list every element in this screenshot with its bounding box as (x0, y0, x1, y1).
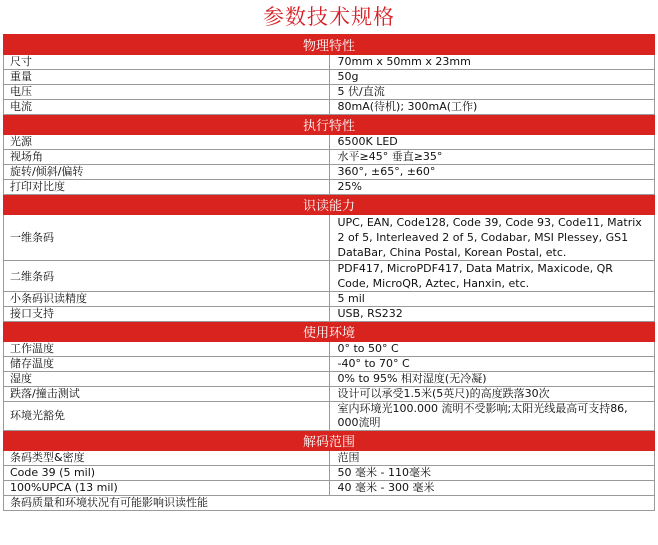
table-row (4, 55, 655, 70)
spec-value: 25% (329, 180, 655, 195)
spec-key: Code 39 (5 mil) (4, 466, 330, 481)
spec-key: 条码类型&密度 (4, 451, 330, 466)
section-header-reading: 识读能力 (4, 195, 655, 215)
spec-key: 跌落/撞击测试 (4, 387, 330, 402)
spec-value: 5 伏/直流 (329, 85, 655, 100)
spec-value: 80mA(待机); 300mA(工作) (329, 100, 655, 115)
spec-key: 湿度 (4, 372, 330, 387)
table-row (4, 292, 655, 307)
spec-key: 视场角 (4, 150, 330, 165)
spec-value: 40 毫米 - 300 毫米 (329, 481, 655, 496)
table-row (4, 307, 655, 322)
table-row (4, 165, 655, 180)
spec-value: 50g (329, 70, 655, 85)
spec-key: 重量 (4, 70, 330, 85)
spec-value: 6500K LED (329, 135, 655, 150)
spec-value: 0° to 50° C (329, 342, 655, 357)
spec-value: 50 毫米 - 110毫米 (329, 466, 655, 481)
section-header-performance: 执行特性 (4, 115, 655, 135)
table-row (4, 180, 655, 195)
spec-value: PDF417, MicroPDF417, Data Matrix, Maxicode, QR Code, MicroQR, Aztec, Hanxin, etc. (329, 261, 655, 292)
table-row (4, 342, 655, 357)
spec-value: 水平≥45° 垂直≥35° (329, 150, 655, 165)
spec-key: 接口支持 (4, 307, 330, 322)
spec-key: 一维条码 (4, 215, 330, 261)
table-row (4, 261, 655, 292)
table-row (4, 357, 655, 372)
table-row (4, 215, 655, 261)
decode-note: 条码质量和环境状况有可能影响识读性能 (4, 496, 655, 511)
spec-key: 环境光豁免 (4, 402, 330, 431)
spec-key: 储存温度 (4, 357, 330, 372)
section-header-decode: 解码范围 (4, 431, 655, 451)
spec-value: 范围 (329, 451, 655, 466)
spec-value: 室内环境光100.000 流明不受影响;太阳光线最高可支持86, 000流明 (329, 402, 655, 431)
spec-value: 70mm x 50mm x 23mm (329, 55, 655, 70)
spec-value: 5 mil (329, 292, 655, 307)
table-row (4, 85, 655, 100)
table-row (4, 372, 655, 387)
table-row (4, 70, 655, 85)
table-row (4, 387, 655, 402)
spec-key: 打印对比度 (4, 180, 330, 195)
spec-key: 电流 (4, 100, 330, 115)
section-header-physical: 物理特性 (4, 35, 655, 55)
spec-key: 二维条码 (4, 261, 330, 292)
spec-key: 旋转/倾斜/偏转 (4, 165, 330, 180)
spec-value: 设计可以承受1.5米(5英尺)的高度跌落30次 (329, 387, 655, 402)
table-row (4, 135, 655, 150)
table-row-note (4, 496, 655, 511)
table-row (4, 100, 655, 115)
spec-value: 0% to 95% 相对湿度(无冷凝) (329, 372, 655, 387)
spec-value: USB, RS232 (329, 307, 655, 322)
spec-value: 360°, ±65°, ±60° (329, 165, 655, 180)
spec-key: 电压 (4, 85, 330, 100)
table-row (4, 481, 655, 496)
section-header-environment: 使用环境 (4, 322, 655, 342)
spec-table (3, 34, 655, 511)
spec-key: 光源 (4, 135, 330, 150)
spec-key: 100%UPCA (13 mil) (4, 481, 330, 496)
table-row (4, 402, 655, 431)
spec-value: UPC, EAN, Code128, Code 39, Code 93, Code11, Matrix 2 of 5, Interleaved 2 of 5, Codabar, MSI Plessey, GS1 DataBar, China Postal, Korean Postal, etc. (329, 215, 655, 261)
table-row (4, 466, 655, 481)
spec-key: 工作温度 (4, 342, 330, 357)
spec-key: 尺寸 (4, 55, 330, 70)
spec-key: 小条码识读精度 (4, 292, 330, 307)
table-row (4, 150, 655, 165)
table-row (4, 451, 655, 466)
page-title: 参数技术规格 (263, 5, 395, 29)
spec-value: -40° to 70° C (329, 357, 655, 372)
